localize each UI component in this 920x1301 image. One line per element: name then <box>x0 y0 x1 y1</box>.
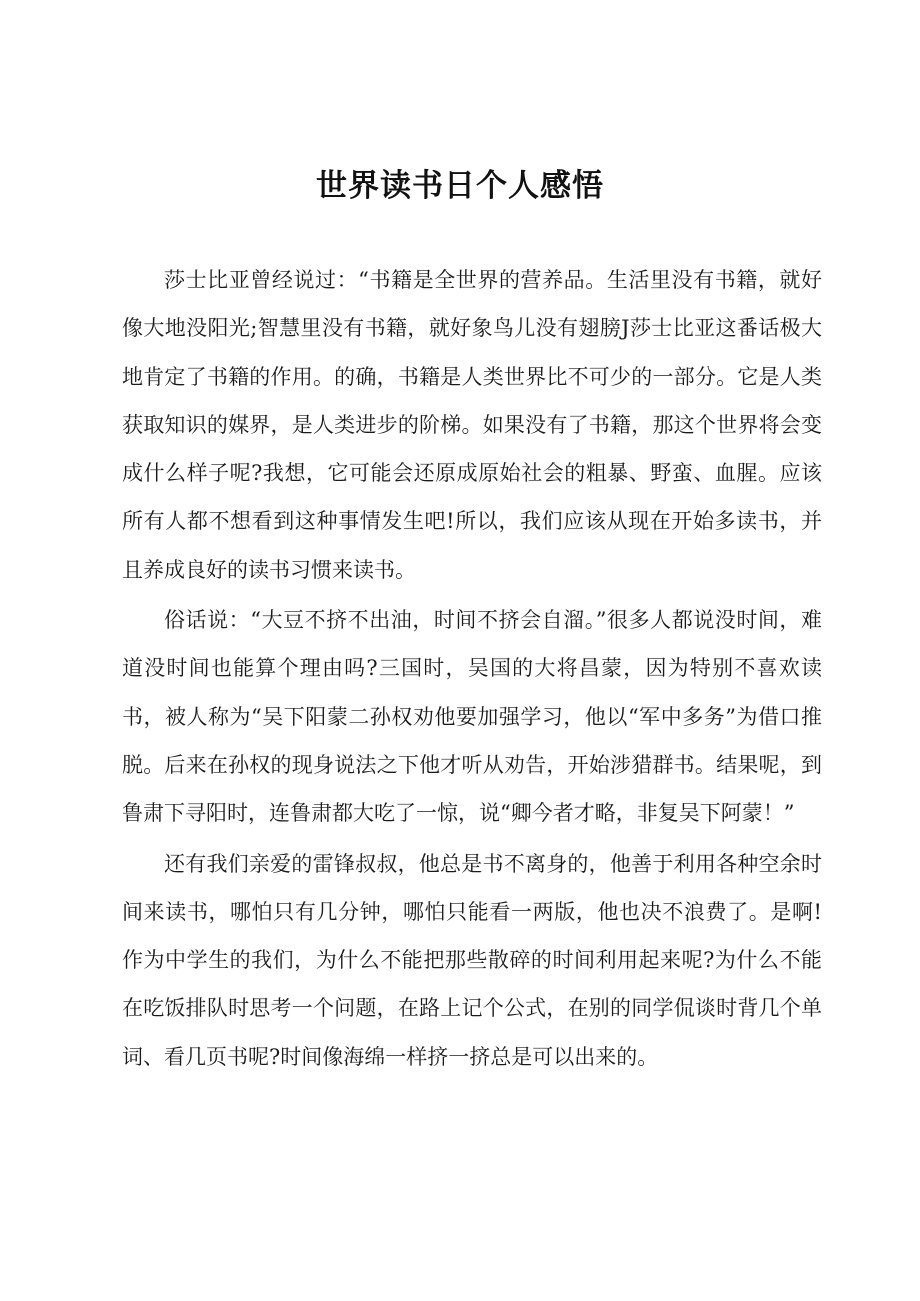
paragraph-lu-meng: 俗话说：“大豆不挤不出油，时间不挤会自溜。”很多人都说没时间，难道没时间也能算个理由吗?三国时，吴国的大将昌蒙，因为特别不喜欢读书，被人称为“吴下阳蒙二孙权劝他要加强学习，他以“军中多务”为借口推脱。后来在孙权的现身说法之下他才听从劝告，开始涉猎群书。结果呢，到鲁肃下寻阳时，连鲁肃都大吃了一惊，说“卿今者才略，非复吴下阿蒙！” <box>122 608 822 826</box>
paragraph-lei-feng: 还有我们亲爱的雷锋叔叔，他总是书不离身的，他善于利用各种空余时间来读书，哪怕只有几分钟，哪怕只能看一两版，他也决不浪费了。是啊!作为中学生的我们，为什么不能把那些散碎的时间利用起来呢?为什么不能在吃饭排队时思考一个问题，在路上记个公式，在别的同学侃谈时背几个单词、看几页书呢?时间像海绵一样挤一挤总是可以出来的。 <box>122 851 822 1069</box>
paragraph-shakespeare: 莎士比亚曾经说过：“书籍是全世界的营养品。生活里没有书籍，就好像大地没阳光;智慧里没有书籍，就好象鸟儿没有翅膀J莎士比亚这番话极大地肯定了书籍的作用。的确，书籍是人类世界比不可少的一部分。它是人类获取知识的媒界，是人类进步的阶梯。如果没有了书籍，那这个世界将会变成什么样子呢?我想，它可能会还原成原始社会的粗暴、野蛮、血腥。应该所有人都不想看到这种事情发生吧!所以，我们应该从现在开始多读书，并且养成良好的读书习惯来读书。 <box>122 268 822 582</box>
document-title: 世界读书日个人感悟 <box>316 168 604 204</box>
document-body <box>122 256 822 1083</box>
